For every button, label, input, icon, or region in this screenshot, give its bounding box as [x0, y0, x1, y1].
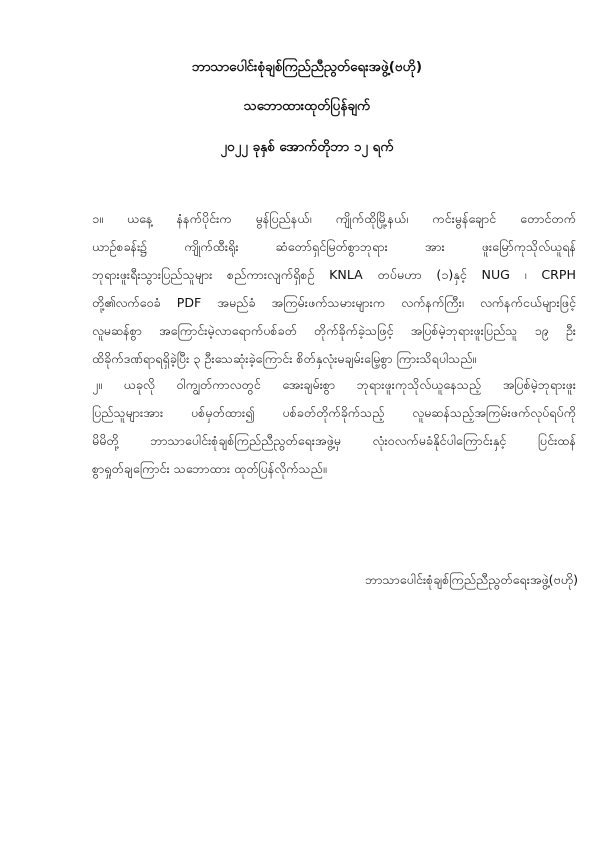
- paragraph-2: [92, 371, 576, 483]
- signature: ဘာသာပေါင်းစုံချစ်ကြည်ညီညွတ်ရေးအဖွဲ့(ဗဟို): [365, 572, 578, 587]
- organization-heading: ဘာသာပေါင်းစုံချစ်ကြည်ညီညွတ်ရေးအဖွဲ့(ဗဟို): [191, 59, 422, 75]
- paragraph-line: စွာရှုတ်ချကြောင်း သဘောထား ထုတ်ပြန်လိုက်သည်။: [92, 461, 327, 476]
- statement-title: သဘောထားထုတ်ပြန်ချက်: [243, 98, 371, 114]
- paragraph-line: ၂။ ယခုလို ဝါကျွတ်ကာလတွင် အေးချမ်းစွာ ဘုရားဖူးကုသိုလ်ယူနေသည့် အပြစ်မဲ့ဘုရားဖူး: [92, 377, 576, 392]
- paragraph-line: ယာဉ်စခန်း၌ ကျိုက်ထီးရိုး ဆံတော်ရှင်မြတ်စွာဘုရား အား ဖူးမြော်ကုသိုလ်ယူရန်: [92, 239, 576, 254]
- statement-date: ၂၀၂၂ ခုနှစ် အောက်တိုဘာ ၁၂ ရက်: [220, 139, 394, 155]
- paragraph-line: ပြည်သူများအား ပစ်မှတ်ထား၍ ပစ်ခတ်တိုက်ခိုက်သည့် လူမဆန်သည့်အကြမ်းဖက်လုပ်ရပ်ကို: [92, 405, 576, 420]
- paragraph-line: ဘုရားဖူးရီးသွားပြည်သူများ စည်ကားလျက်ရှိစဉ် KNLA တပ်မဟာ (၁)နှင့် NUG ၊ CRPH: [92, 267, 576, 282]
- paragraph-line: တို့၏လက်ဝေခံ PDF အမည်ခံ အကြမ်းဖက်သမားများက လက်နက်ကြီး၊ လက်နက်ငယ်များဖြင့်: [92, 295, 576, 310]
- paragraph-line: ၁။ ယနေ့ နံနက်ပိုင်းက မွန်ပြည်နယ်၊ ကျိုက်ထိုမြို့နယ်၊ ကင်းမွန်ချောင် တောင်တက်: [92, 211, 576, 226]
- paragraph-1: [92, 205, 576, 373]
- paragraph-line: လူမဆန်စွာ အကြောင်းမဲ့လာရောက်ပစ်ခတ် တိုက်ခိုက်ခဲ့သဖြင့် အပြစ်မဲ့ဘုရားဖူးပြည်သူ ၁၉ ဦး: [92, 323, 576, 338]
- paragraph-line: မိမိတို့ ဘာသာပေါင်းစုံချစ်ကြည်ညီညွတ်ရေးအဖွဲ့မှ လုံးဝလက်မခံနိုင်ပါကြောင်းနှင့် ပြင်းထန်: [92, 433, 576, 448]
- paragraph-line: ထိခိုက်ဒဏ်ရာရရှိခဲ့ပြီး ၃ ဦးသေဆုံးခဲ့ကြောင်း စိတ်နှလုံးမချမ်းမြေ့စွာ ကြားသိရပါသည်။: [92, 351, 477, 366]
